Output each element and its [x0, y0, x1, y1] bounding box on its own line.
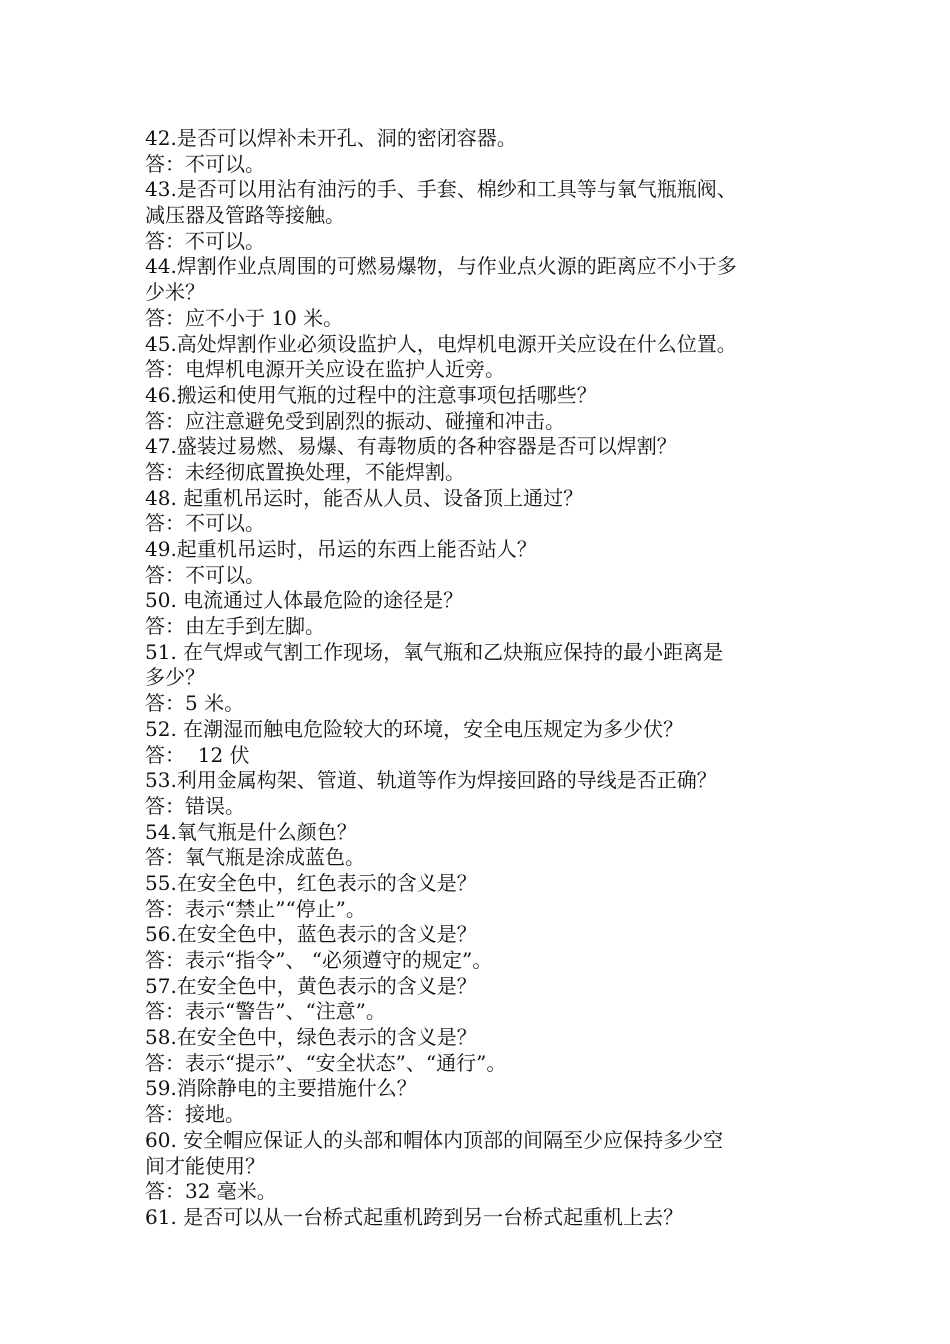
answer-line: 答：不可以。 — [145, 151, 265, 176]
answer-line: 答：氧气瓶是涂成蓝色。 — [145, 845, 365, 870]
answer-line: 答：未经彻底置换处理，不能焊割。 — [145, 459, 465, 484]
question-line: 减压器及管路等接触。 — [145, 203, 345, 228]
answer-line: 答：表示“提示”、“安全状态”、“通行”。 — [145, 1050, 507, 1075]
question-line: 49.起重机吊运时，吊运的东西上能否站人？ — [145, 537, 537, 561]
question-line: 59.消除静电的主要措施什么？ — [145, 1076, 417, 1101]
question-line: 多少？ — [145, 665, 205, 690]
answer-line: 答：32 毫米。 — [145, 1179, 277, 1204]
answer-line: 答：由左手到左脚。 — [145, 614, 325, 639]
question-line: 45.高处焊割作业必须设监护人，电焊机电源开关应设在什么位置。 — [145, 331, 737, 356]
question-line: 56.在安全色中，蓝色表示的含义是？ — [145, 922, 477, 947]
question-line: 47.盛装过易燃、易爆、有毒物质的各种容器是否可以焊割？ — [145, 434, 677, 459]
answer-line: 答：不可以。 — [145, 511, 265, 536]
answer-line: 答：错误。 — [145, 793, 245, 818]
question-line: 58.在安全色中，绿色表示的含义是？ — [145, 1025, 477, 1050]
question-line: 61. 是否可以从一台桥式起重机跨到另一台桥式起重机上去？ — [145, 1204, 684, 1229]
question-line: 少米？ — [145, 280, 205, 305]
answer-line: 答：5 米。 — [145, 691, 245, 716]
answer-line: 答：电焊机电源开关应设在监护人近旁。 — [145, 357, 505, 382]
answer-line: 答：表示“警告”、“注意”。 — [145, 999, 386, 1024]
question-line: 53.利用金属构架、管道、轨道等作为焊接回路的导线是否正确？ — [145, 768, 717, 793]
question-line: 54.氧气瓶是什么颜色？ — [145, 819, 357, 844]
answer-line: 答： 12 伏 — [145, 742, 250, 767]
answer-line: 答：应注意避免受到剧烈的振动、碰撞和冲击。 — [145, 408, 565, 433]
question-line: 44.焊割作业点周围的可燃易爆物，与作业点火源的距离应不小于多 — [145, 254, 737, 279]
answer-line: 答：接地。 — [145, 1102, 245, 1127]
answer-line: 答：应不小于 10 米。 — [145, 305, 344, 330]
question-line: 46.搬运和使用气瓶的过程中的注意事项包括哪些？ — [145, 382, 597, 407]
question-line: 42.是否可以焊补未开孔、洞的密闭容器。 — [145, 126, 517, 150]
question-line: 间才能使用？ — [145, 1153, 265, 1178]
question-line: 43.是否可以用沾有油污的手、手套、棉纱和工具等与氧气瓶瓶阀、 — [145, 177, 737, 202]
answer-line: 答：表示“指令”、 “必须遵守的规定”。 — [145, 948, 493, 972]
qa-text-body — [145, 126, 815, 1231]
answer-line: 答：不可以。 — [145, 562, 265, 587]
question-line: 52. 在潮湿而触电危险较大的环境，安全电压规定为多少伏？ — [145, 716, 684, 741]
question-line: 57.在安全色中，黄色表示的含义是？ — [145, 973, 477, 998]
question-line: 51. 在气焊或气割工作现场，氧气瓶和乙炔瓶应保持的最小距离是 — [145, 639, 724, 664]
question-line: 48. 起重机吊运时，能否从人员、设备顶上通过？ — [145, 485, 584, 510]
answer-line: 答：表示“禁止”“停止”。 — [145, 896, 366, 921]
question-line: 50. 电流通过人体最危险的途径是？ — [145, 588, 464, 613]
question-line: 55.在安全色中，红色表示的含义是？ — [145, 870, 477, 895]
question-line: 60. 安全帽应保证人的头部和帽体内顶部的间隔至少应保持多少空 — [145, 1127, 724, 1152]
answer-line: 答：不可以。 — [145, 228, 265, 253]
